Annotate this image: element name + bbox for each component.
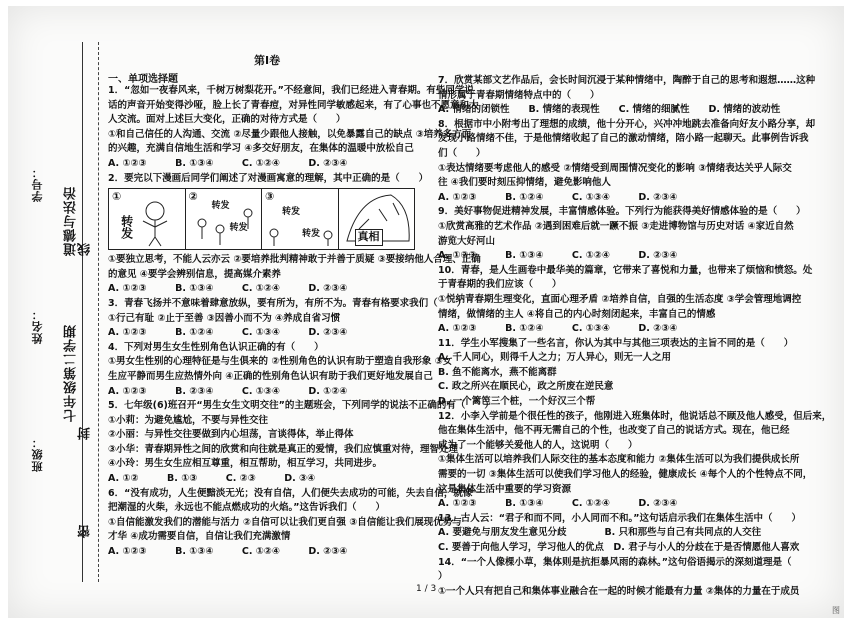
question-line: 8．根据市中小附考出了理想的成绩，他十分开心，兴冲冲地跳去准备向好友小路分享，却 — [438, 118, 816, 130]
watermark-mark: 图 — [832, 606, 840, 615]
question-line: 10．青春，是人生画卷中最华美的篇章，它带来了喜悦和力量，也带来了烦恼和愤怒。处 — [438, 264, 813, 276]
comic-panel-1-number: ① — [112, 190, 122, 204]
question-line: ②小丽：与异性交往要做到内心坦荡，言谈得体，举止得体 — [108, 429, 354, 441]
question-line: A. ①②③ B. ①③④ C. ①②④ D. ②③④ — [108, 546, 348, 558]
question-line: A. ①②③ B. ①③④ C. ①②④ D. ②③④ — [438, 250, 678, 262]
question-line: 发现小路情绪不佳，于是他情绪收起了自己的激动情绪，陪小路一起聊天。此事例告诉我 — [438, 133, 809, 145]
question-line: 人交流。面对上述巨大变化，正确的对待方式是（ ） — [108, 114, 346, 126]
question-line: ） — [438, 571, 448, 583]
comic-panel-3-text-a: 转发 — [282, 207, 301, 218]
exam-page-scan — [8, 6, 844, 618]
grade-term-title: 七年级第二学期 — [64, 324, 79, 422]
question-line: 11．学生小军搜集了一些名言，你认为其中与其他三项表达的主旨不同的是（ ） — [438, 337, 794, 349]
class-label: 班级： — [31, 436, 44, 472]
question-line: A. 情绪的闭锁性 B. 情绪的表现性 C. 情绪的细腻性 D. 情绪的波动性 — [438, 104, 781, 116]
question-line: ①悦纳青春期生理变化，直面心理矛盾 ②培养自信，自强的生活态度 ③学会管理地调控 — [438, 293, 802, 305]
question-line: 6．“没有成功，人生便黯淡无光；没有自信，人们便失去成功的可能，失去自信，就像一 — [108, 487, 482, 499]
question-line: 14．“一个人像棵小草，集体则是抗拒暴风雨的森林。”这句俗语揭示的深刻道理是（ — [438, 556, 801, 568]
question-line: 话的声音开始变得沙哑，脸上长了青春痘，对异性同学敏感起来，有了心事也不愿意和大 — [108, 99, 479, 111]
question-line: A. 千人同心，则得千人之力；万人异心，则无一人之用 — [438, 352, 671, 364]
page-number: 1 / 3 — [416, 584, 437, 594]
question-line: 的意见 ④要学会辨别信息，提高媒介素养 — [108, 268, 281, 280]
question-line: 才华 ④成功需要自信，自信让我们充满激情 — [108, 531, 291, 543]
question-line: ①小莉：为避免尴尬，不要与异性交往 — [108, 414, 269, 426]
question-line: A. ①②③ B. ②③④ C. ①③④ D. ①②④ — [108, 385, 348, 397]
question-line: A. 要避免与朋友发生意见分歧 B. 只和那些与自己有共同点的人交往 — [438, 527, 762, 539]
question-line: 12．小李入学前是个很任性的孩子，他刚进入班集体时，他说话总不顾及他人感受，但后来， — [438, 410, 832, 422]
comic-panel-4-text: 真相 — [355, 229, 383, 246]
question-line: 9．美好事物促进精神发展，丰富情感体验。下列行为能获得美好情感体验的是（ ） — [438, 206, 806, 218]
comic-panel-1-text: 转发 — [119, 215, 134, 240]
question-line: 7．欣赏某部文艺作品后，会长时间沉浸于某种情绪中，陶醉于自己的思考和遐想……这种 — [438, 75, 816, 86]
seal-dense-char: 密 — [78, 524, 93, 538]
comic-figures-3 — [262, 189, 338, 247]
comic-panel-2-text-a: 转发 — [211, 201, 230, 212]
section-title: 第Ⅰ卷 — [254, 54, 281, 67]
question-line: 生应平静而男生应热情外向 ④正确的性别角色认识有助于我们更好地发展自己 — [108, 370, 433, 382]
question-line: A. ①②③ B. ①②④ C. ①③④ D. ②③④ — [438, 323, 678, 335]
question-line: 情绪，做情绪的主人 ④将自己的内心时刻闭起来，丰富自己的情感 — [438, 308, 716, 320]
question-line: ①自信能激发我们的潜能与活力 ②自信可以让我们更自强 ③自信能让我们展现优势与 — [108, 516, 462, 528]
question-line: 需要的一切 ③集体生活可以使我们学习他人的经验，健康成长 ④每个人的个性特点不同， — [438, 469, 813, 481]
comic-panel-1 — [109, 189, 186, 249]
question-line: 于青春期的我们应该（ ） — [438, 279, 562, 291]
question-line: 情形属于青春期情绪特点中的（ ） — [438, 89, 600, 101]
question-line: ①欣赏高雅的艺术作品 ②遇到困难后就一蹶不振 ③走进博物馆与历史对话 ④家近自然 — [438, 220, 794, 232]
question-line: 们（ ） — [438, 147, 486, 159]
question-line: 把潮湿的火柴，永远也不能点燃成功的火焰。”这告诉我们（ ） — [108, 502, 385, 514]
question-line: ③小华：青春期异性之间的欣赏和向往就是真正的爱情，我们应慎重对待，理智处理 — [108, 443, 459, 455]
question-line: A. ①②③ B. ①③④ C. ①②④ D. ②③④ — [438, 498, 678, 510]
right-question-column — [438, 74, 832, 599]
question-line: 3．青春飞扬并不意味着肆意放纵，要有所为，有所不为。青春有格要求我们（ ） — [108, 297, 467, 309]
comic-panel-4 — [339, 189, 415, 249]
question-line: A. ①②③ B. ①②④ C. ①③④ D. ②③④ — [108, 327, 348, 339]
comic-figures-2 — [186, 189, 262, 247]
comic-figure-1 — [109, 189, 185, 247]
question-line: 往 ④我们要时刻压抑情绪，避免影响他人 — [438, 177, 611, 189]
comic-panel-2 — [186, 189, 263, 249]
question-line: ④小玲：男生女生应相互尊重，相互帮助，相互学习，共同进步。 — [108, 458, 383, 470]
question-line: A. ①② B. ①③ C. ②③ D. ③④ — [108, 473, 316, 485]
comic-panel-3-text-b: 转发 — [302, 229, 321, 240]
question-line: A. ①②③ B. ①③④ C. ①②④ D. ②③④ — [108, 157, 348, 169]
question-line: 1．“忽如一夜春风来，千树万树梨花开。”不经意间，我们已经进入青春期。有些同学说 — [108, 85, 474, 96]
name-label: 姓名： — [31, 308, 44, 344]
question-line: A. ①②③ B. ①②④ C. ①③④ D. ②③④ — [438, 191, 678, 203]
question-line: 游览大好河山 — [438, 235, 496, 247]
question-line: 4．下列对男生女生性别角色认识正确的有（ ） — [108, 341, 324, 353]
binding-line-outer — [82, 42, 83, 582]
part-title: 一、单项选择题 — [108, 74, 178, 85]
question-line: ①集体生活可以培养我们人际交往的基本态度和能力 ②集体生活可以为我们提供成长所 — [438, 454, 800, 466]
question-line: 2．要完以下漫画后同学们阐述了对漫画寓意的理解，其中正确的是（ ） — [108, 172, 429, 184]
seal-seal-char: 封 — [78, 426, 93, 440]
binding-margin — [8, 6, 104, 618]
seal-line-char: 线 — [78, 242, 93, 256]
binding-line-dashed — [98, 42, 99, 582]
question-line: 5．七年级(6)班召开“男生女生文明交往”的主题班会，下列同学的说法不正确的有（ ） — [108, 400, 494, 412]
comic-panel-3-number: ③ — [265, 190, 275, 204]
question-line: ①要独立思考，不能人云亦云 ②要培养批判精神敢于并善于质疑 ③要接纳他人合理、正确 — [108, 254, 481, 266]
question-line: C. 政之所兴在顺民心，政之所废在逆民意 — [438, 381, 614, 393]
question-line: 这是集体生活中重要的学习资源 — [438, 483, 572, 495]
comic-panel-2-text-b: 转发 — [229, 223, 248, 234]
question-line: C. 要善于向他人学习，学习他人的优点 D. 君子与小人的分歧在于是否情愿他人喜欢 — [438, 542, 800, 553]
question-line: ①男女生性别的心理特征是与生俱来的 ②性别角色的认识有助于塑造自我形象 ③女 — [108, 356, 453, 368]
question-line: A. ①②③ B. ①③④ C. ①②④ D. ②③④ — [108, 283, 348, 295]
question-line: 成为了一个能够关爱他人的人，这说明（ ） — [438, 439, 638, 451]
subject-title: 道德与法治 — [64, 186, 79, 256]
question-line: 他在集体生活中，他不再无需自己的个性，也改变了自己的说话方式。现在，他已经 — [438, 425, 790, 437]
question-line: ①表达情绪要考虑他人的感受 ②情绪受到周围情况变化的影响 ③情绪表达关乎人际交 — [438, 162, 792, 174]
question-line: 13．古人云：“君子和而不同，小人同而不和。”这句话启示我们在集体生活中（ ） — [438, 512, 801, 524]
comic-panel-3 — [262, 189, 339, 249]
comic-strip — [108, 188, 415, 250]
comic-panel-2-number: ② — [188, 190, 198, 204]
question-line: ①和自己信任的人沟通、交流 ②尽量少跟他人接触，以免暴露自己的缺点 ③培养多方面 — [108, 128, 472, 140]
question-line: ①一个人只有把自己和集体事业融合在一起的时候才能最有力量 ②集体的力量在于成员 — [438, 585, 800, 597]
question-line: D. 一个篱笆三个桩，一个好汉三个帮 — [438, 396, 596, 408]
student-id-label: 学号： — [31, 166, 44, 202]
question-line: B. 鱼不能离水，燕不能离群 — [438, 366, 557, 378]
question-line: 的兴趣，充满自信地生活和学习 ④多交好朋友，在集体的温暖中放松自己 — [108, 143, 414, 155]
question-line: ①行己有耻 ②止于至善 ③因善小而不为 ④养成自省习惯 — [108, 312, 341, 324]
